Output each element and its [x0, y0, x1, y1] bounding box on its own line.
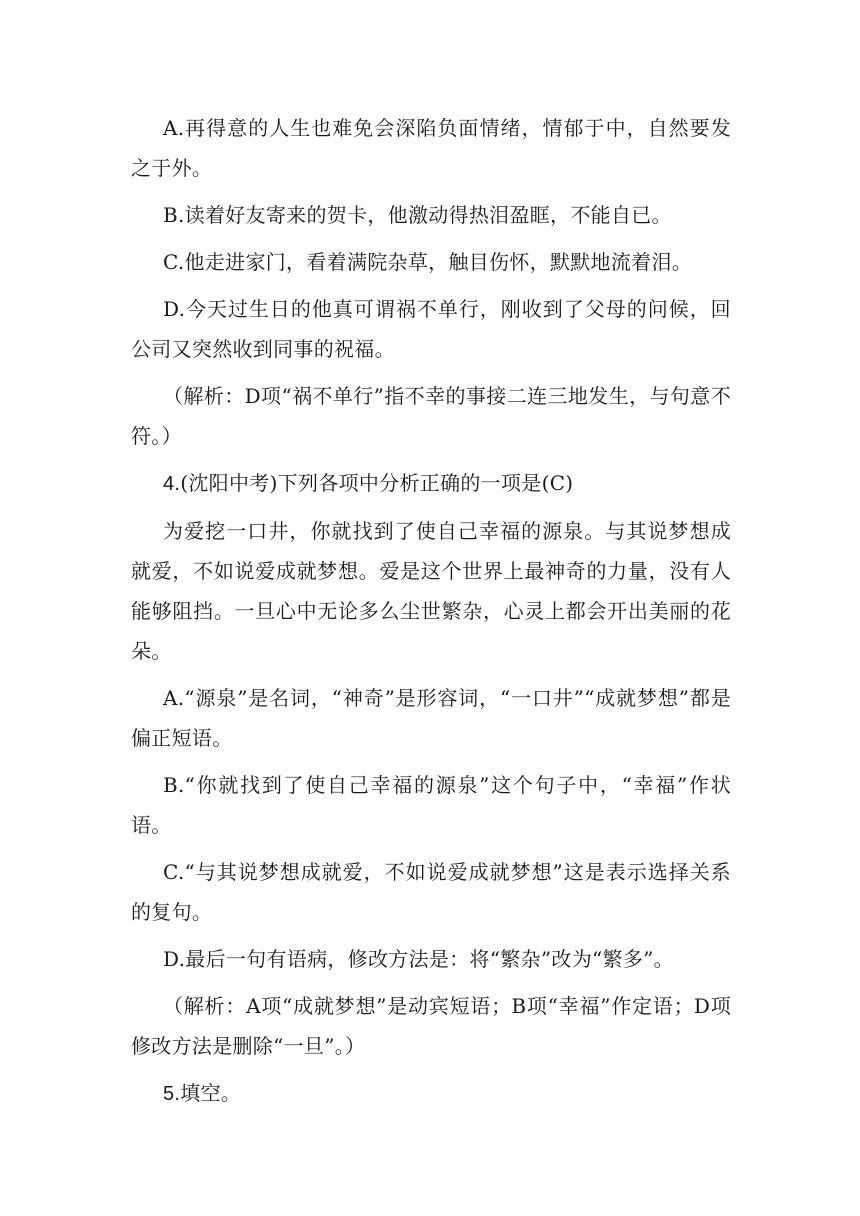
q5-heading	[131, 1073, 731, 1114]
q3-analysis: （解析：D项“祸不单行”指不幸的事接二连三地发生，与句意不符。）	[131, 384, 731, 448]
q3-option-d: D.今天过生日的他真可谓祸不单行，刚收到了父母的问候，回公司又突然收到同事的祝福。	[131, 297, 731, 361]
q5-stem: 填空。	[180, 1081, 242, 1105]
q4-passage: 为爱挖一口井，你就找到了使自己幸福的源泉。与其说梦想成就爱，不如说爱成就梦想。爱是这个世界上最神奇的力量，没有人能够阻挡。一旦心中无论多么尘世繁杂，心灵上都会开出美丽的花朵。	[131, 519, 731, 663]
document-page	[131, 108, 731, 1114]
q4-stem: (沈阳中考)下列各项中分析正确的一项是(C)	[180, 471, 574, 495]
q4-option-d: D.最后一句有语病，修改方法是：将“繁杂”改为“繁多”。	[163, 947, 674, 971]
q3-option-b: B.读着好友寄来的贺卡，他激动得热泪盈眶，不能自已。	[163, 203, 672, 227]
q3-option-a: A.再得意的人生也难免会深陷负面情绪，情郁于中，自然要发之于外。	[131, 116, 731, 180]
q4-option-c: C.“与其说梦想成就爱，不如说爱成就梦想”这是表示选择关系的复句。	[131, 860, 731, 924]
q4-analysis: （解析：A项“成就梦想”是动宾短语；B项“幸福”作定语；D项修改方法是删除“一旦”。）	[131, 994, 731, 1058]
q4-option-b: B.“你就找到了使自己幸福的源泉”这个句子中，“幸福”作状语。	[131, 773, 731, 837]
q4-option-a: A.“源泉”是名词，“神奇”是形容词，“一口井”“成就梦想”都是偏正短语。	[131, 686, 731, 750]
q3-option-c: C.他走进家门，看着满院杂草，触目伤怀，默默地流着泪。	[163, 250, 693, 274]
q5-number: 5.	[163, 1083, 181, 1105]
q4-number: 4.	[163, 473, 181, 495]
q4-heading	[131, 463, 731, 504]
